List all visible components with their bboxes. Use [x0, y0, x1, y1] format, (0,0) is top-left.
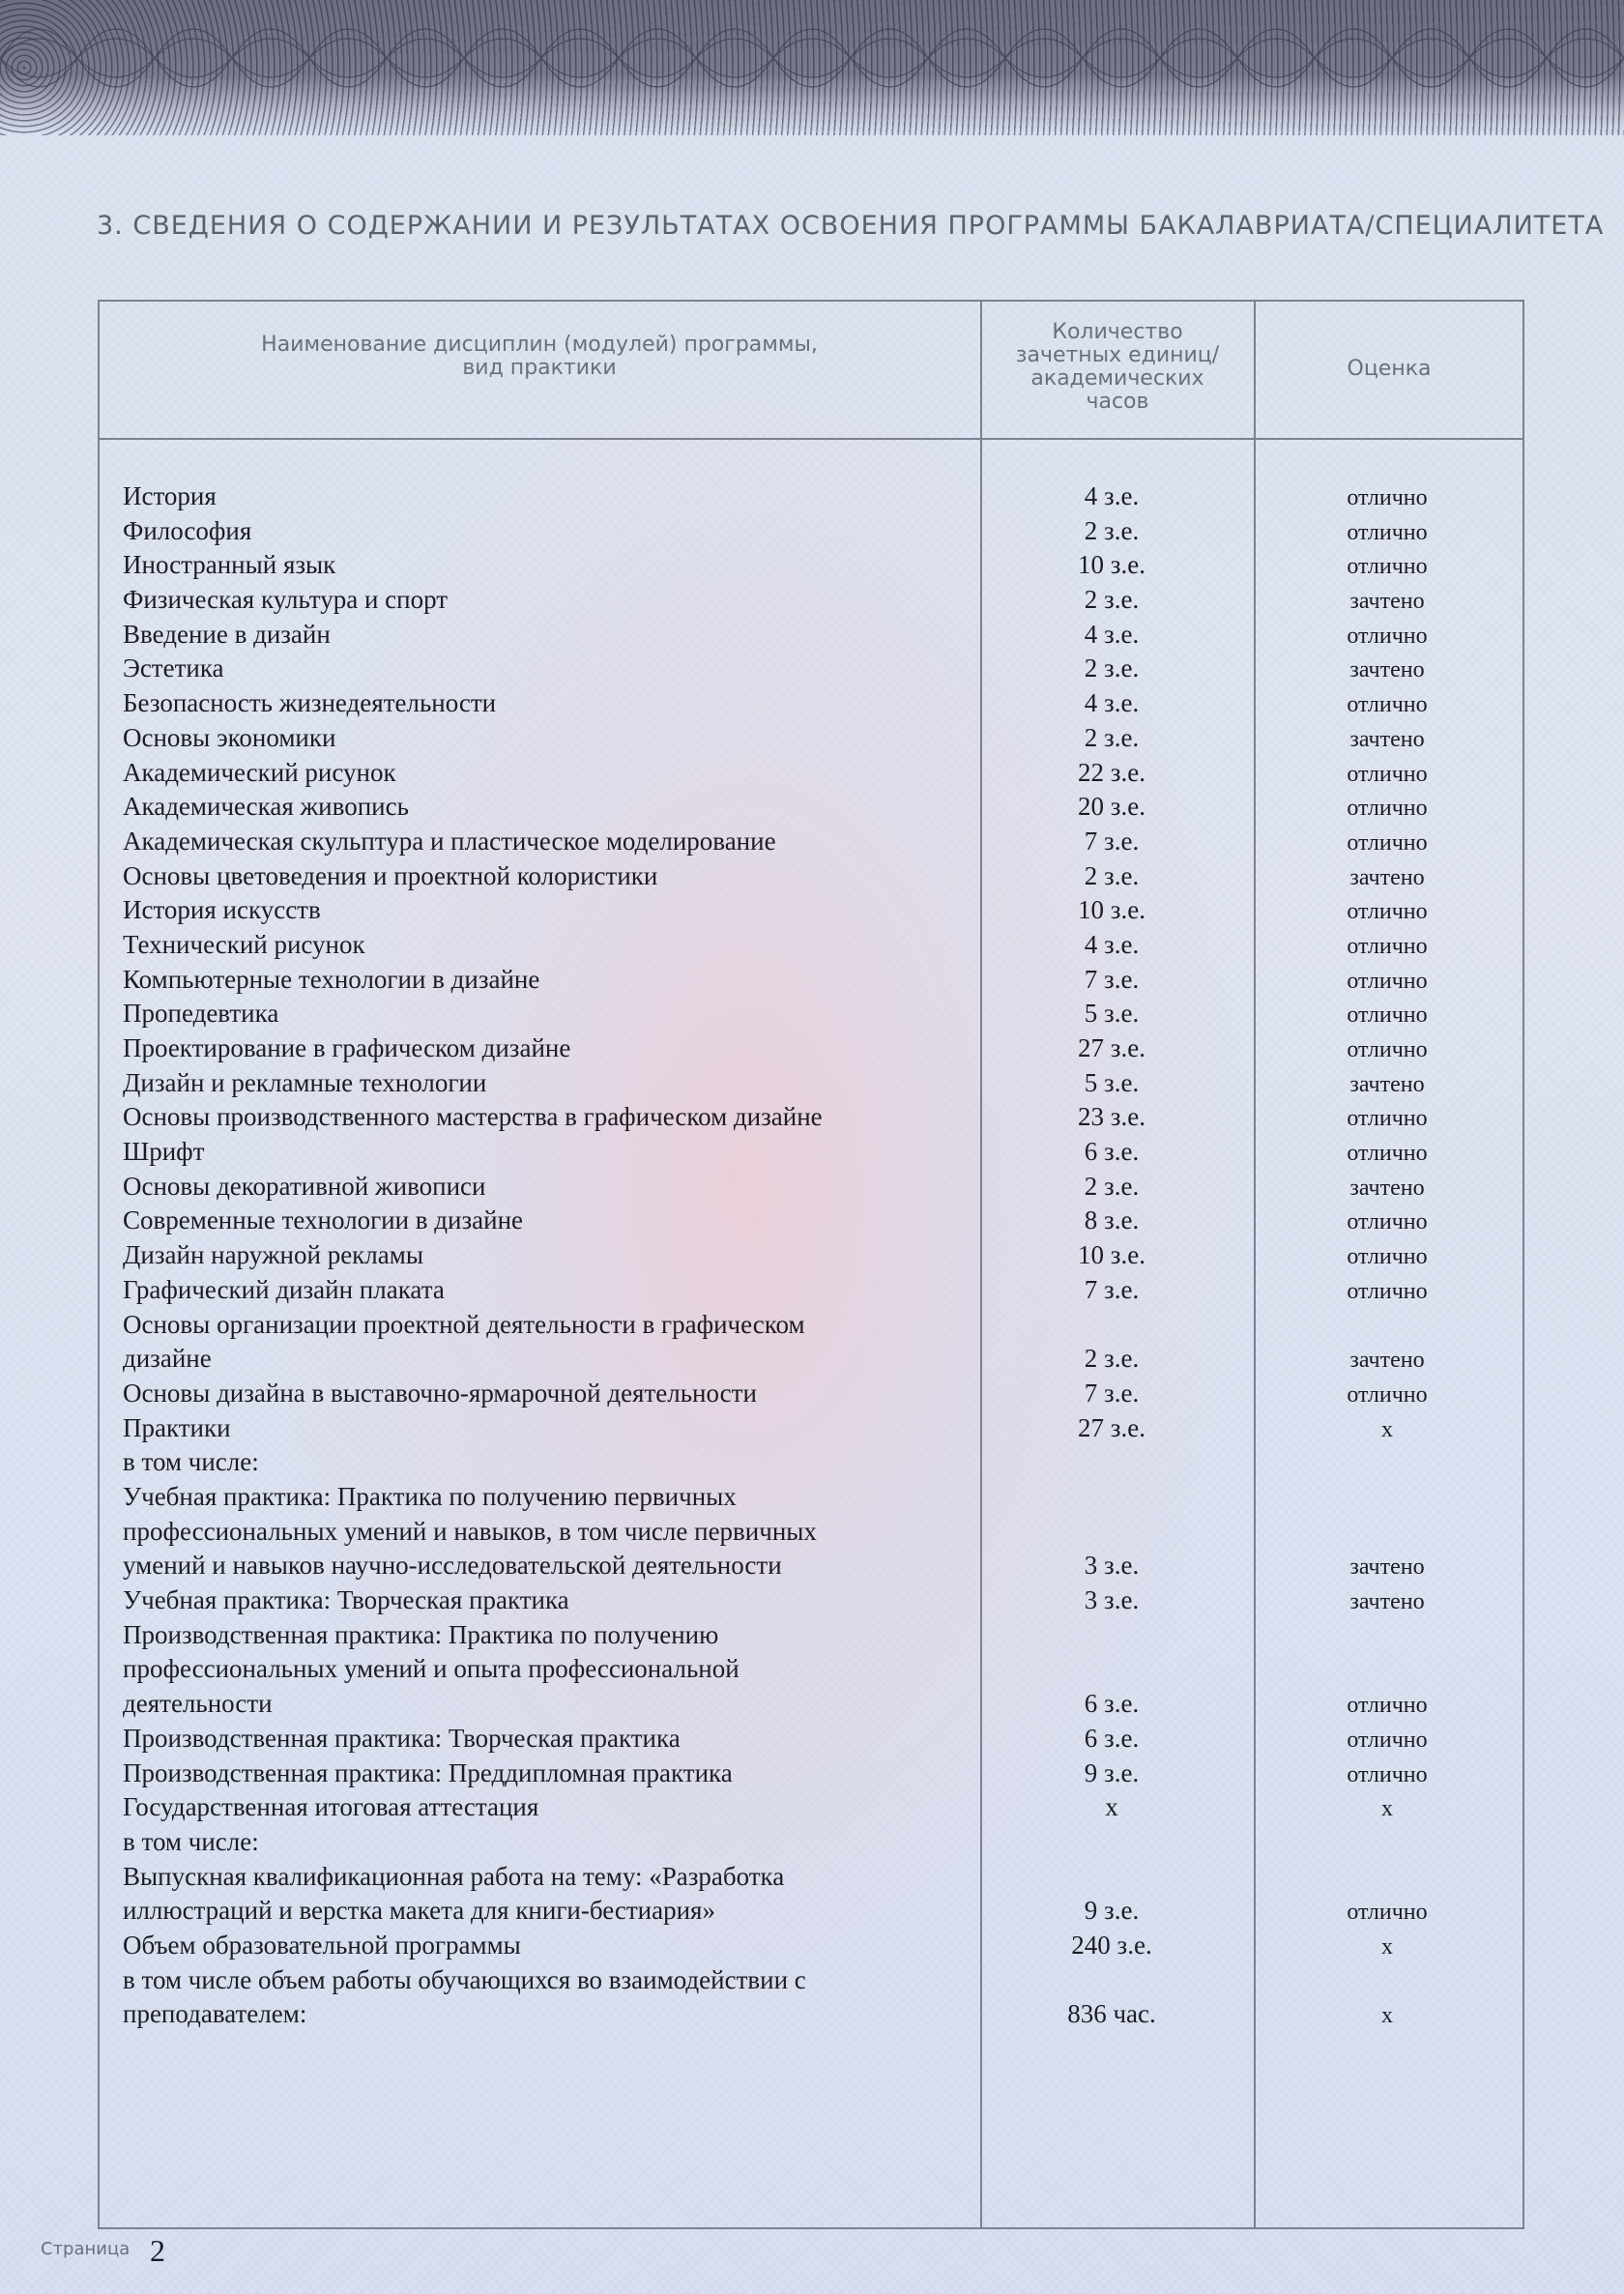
credits-value: 27 з.е. [1078, 1033, 1146, 1062]
table-row [0, 583, 1624, 618]
discipline-name-line: в том числе объем работы обучающихся во взаимодействии с [123, 1964, 806, 1994]
discipline-name-line: умений и навыков научно-исследовательской деятельности [123, 1551, 782, 1581]
table-row [0, 721, 1624, 756]
discipline-name [123, 928, 954, 963]
table-row [0, 686, 1624, 721]
table-row [0, 1377, 1624, 1411]
grade-value: отлично [1347, 829, 1428, 856]
table-row [0, 1273, 1624, 1308]
grade-value: x [1381, 2003, 1393, 2029]
header-line: часов [1086, 390, 1149, 414]
discipline-name [123, 479, 954, 514]
grade-value: зачтено [1349, 1589, 1425, 1615]
discipline-name-line: Графический дизайн плаката [123, 1274, 445, 1304]
grade-value: отлично [1347, 1727, 1428, 1753]
discipline-name [123, 893, 954, 928]
table-body [0, 479, 1624, 2032]
discipline-name-line: Эстетика [123, 653, 224, 683]
discipline-name-line: Основы экономики [123, 722, 336, 752]
header-line: Количество [1052, 320, 1183, 344]
grade-value: зачтено [1349, 1175, 1425, 1201]
table-row [0, 859, 1624, 894]
header-line: Наименование дисциплин (модулей) программы, [261, 333, 818, 357]
discipline-name-line: Основы организации проектной деятельности в графическом [123, 1309, 805, 1339]
grade-value: отлично [1347, 933, 1428, 959]
grade-value: отлично [1347, 899, 1428, 925]
discipline-name-line: Академическая скульптура и пластическое моделирование [123, 826, 776, 856]
discipline-name-line: Производственная практика: Преддипломная практика [123, 1757, 733, 1787]
table-row [0, 1031, 1624, 1066]
table-row [0, 928, 1624, 963]
table-row [0, 1411, 1624, 1446]
grade-value: отлично [1347, 692, 1428, 718]
credits-value: 7 з.е. [1084, 1378, 1140, 1408]
credits-value: 20 з.е. [1078, 792, 1146, 822]
grade-value: зачтено [1349, 726, 1425, 752]
table-row [0, 893, 1624, 928]
discipline-name [123, 1963, 954, 2032]
grade-value: отлично [1347, 1209, 1428, 1235]
discipline-name-line: Выпускная квалификационная работа на тему: «Разработка [123, 1861, 785, 1891]
table-row [0, 1618, 1624, 1722]
credits-value: 5 з.е. [1084, 1067, 1140, 1097]
credits-value: 7 з.е. [1084, 1274, 1140, 1304]
discipline-name-line: Технический рисунок [123, 929, 365, 959]
table-row [0, 963, 1624, 998]
table-row [0, 1963, 1624, 2032]
grade-value: зачтено [1349, 1071, 1425, 1097]
grade-value: отлично [1347, 1761, 1428, 1787]
credits-value: 2 з.е. [1084, 515, 1140, 545]
credits-value: 2 з.е. [1084, 1171, 1140, 1201]
discipline-name [123, 1583, 954, 1618]
table-row [0, 825, 1624, 859]
credits-value: 6 з.е. [1084, 1723, 1140, 1753]
grade-value: отлично [1347, 623, 1428, 649]
table-row [0, 1135, 1624, 1170]
discipline-name [123, 859, 954, 894]
page-number: 2 [150, 2233, 165, 2268]
credits-value: 8 з.е. [1084, 1205, 1140, 1235]
grade-value: отлично [1347, 1106, 1428, 1132]
security-pattern-band [0, 0, 1624, 135]
grade-value: зачтено [1349, 589, 1425, 615]
discipline-name [123, 721, 954, 756]
discipline-name-line: Производственная практика: Творческая практика [123, 1723, 681, 1753]
discipline-name [123, 1929, 954, 1963]
discipline-name-line: Практики [123, 1412, 231, 1442]
discipline-name-line: Пропедевтика [123, 999, 279, 1029]
credits-value: x [1105, 1792, 1118, 1822]
header-credits [982, 321, 1253, 414]
discipline-name-line: профессиональных умений и навыков, в том числе первичных [123, 1516, 817, 1546]
grade-value: зачтено [1349, 657, 1425, 683]
discipline-name-line: дизайне [123, 1344, 212, 1374]
grade-value: отлично [1347, 485, 1428, 510]
credits-value: 6 з.е. [1084, 1137, 1140, 1167]
credits-value: 10 з.е. [1078, 895, 1146, 925]
discipline-name [123, 1790, 954, 1825]
grade-value: отлично [1347, 761, 1428, 787]
grade-value: отлично [1347, 1244, 1428, 1270]
discipline-name [123, 1308, 954, 1377]
credits-value: 7 з.е. [1084, 964, 1140, 994]
grade-value: отлично [1347, 968, 1428, 994]
table-row [0, 1722, 1624, 1757]
grade-value: отлично [1347, 1002, 1428, 1029]
discipline-name-line: Современные технологии в дизайне [123, 1205, 524, 1235]
header-line: вид практики [462, 356, 617, 380]
table-row [0, 1583, 1624, 1618]
table-row [0, 1238, 1624, 1273]
discipline-name [123, 1445, 954, 1480]
grade-value: отлично [1347, 796, 1428, 822]
discipline-name [123, 618, 954, 653]
discipline-name [123, 1377, 954, 1411]
discipline-name [123, 963, 954, 998]
discipline-name-line: Проектирование в графическом дизайне [123, 1033, 571, 1062]
discipline-name [123, 1860, 954, 1929]
discipline-name [123, 790, 954, 825]
credits-value: 2 з.е. [1084, 585, 1140, 615]
credits-value: 23 з.е. [1078, 1102, 1146, 1132]
discipline-name-line: Основы декоративной живописи [123, 1171, 486, 1201]
discipline-name [123, 997, 954, 1031]
table-row [0, 1860, 1624, 1929]
discipline-name [123, 686, 954, 721]
grade-value: отлично [1347, 1693, 1428, 1719]
grade-value: зачтено [1349, 1554, 1425, 1581]
discipline-name-line: профессиональных умений и опыта профессиональной [123, 1654, 740, 1684]
discipline-name [123, 1100, 954, 1135]
table-row [0, 548, 1624, 583]
grade-value: отлично [1347, 554, 1428, 580]
credits-value: 4 з.е. [1084, 688, 1140, 718]
header-divider [98, 438, 1524, 440]
credits-value: 3 з.е. [1084, 1585, 1140, 1615]
section-title: 3. СВЕДЕНИЯ О СОДЕРЖАНИИ И РЕЗУЛЬТАТАХ ОСВОЕНИЯ ПРОГРАММЫ БАКАЛАВРИАТА/СПЕЦИАЛИТЕТА [97, 211, 1605, 241]
grade-value: зачтено [1349, 1348, 1425, 1374]
grade-value: зачтено [1349, 864, 1425, 890]
discipline-name-line: Физическая культура и спорт [123, 585, 449, 615]
discipline-name-line: Основы производственного мастерства в графическом дизайне [123, 1102, 823, 1132]
discipline-name [123, 1170, 954, 1205]
discipline-name-line: деятельности [123, 1689, 273, 1719]
credits-value: 2 з.е. [1084, 860, 1140, 890]
grade-value: отлично [1347, 1037, 1428, 1062]
discipline-name [123, 1066, 954, 1101]
table-row [0, 1170, 1624, 1205]
grade-value: отлично [1347, 1900, 1428, 1926]
table-row [0, 1480, 1624, 1583]
table-row [0, 479, 1624, 514]
discipline-name-line: Компьютерные технологии в дизайне [123, 964, 540, 994]
grade-value: x [1381, 1416, 1393, 1442]
table-row [0, 1929, 1624, 1963]
table-row [0, 756, 1624, 791]
discipline-name [123, 1722, 954, 1757]
discipline-name [123, 583, 954, 618]
credits-value: 3 з.е. [1084, 1551, 1140, 1581]
discipline-name-line: Учебная практика: Практика по получению первичных [123, 1481, 737, 1511]
credits-value: 240 з.е. [1071, 1930, 1152, 1960]
discipline-name-line: Дизайн и рекламные технологии [123, 1067, 487, 1097]
discipline-name [123, 1273, 954, 1308]
discipline-name [123, 1411, 954, 1446]
table-row [0, 1445, 1624, 1480]
grade-value: отлично [1347, 519, 1428, 545]
credits-value: 5 з.е. [1084, 999, 1140, 1029]
discipline-name [123, 756, 954, 791]
discipline-name-line: Введение в дизайн [123, 619, 331, 649]
discipline-name-line: иллюстраций и верстка макета для книги-бестиария» [123, 1896, 715, 1926]
grade-value: отлично [1347, 1278, 1428, 1304]
guilloche-ornament [0, 0, 1624, 116]
table-row [0, 1790, 1624, 1825]
credits-value: 9 з.е. [1084, 1757, 1140, 1787]
credits-value: 10 з.е. [1078, 1240, 1146, 1270]
discipline-name-line: в том числе: [123, 1447, 259, 1477]
credits-value: 9 з.е. [1084, 1896, 1140, 1926]
header-discipline-name [100, 334, 979, 380]
discipline-name [123, 1618, 954, 1722]
discipline-name [123, 1135, 954, 1170]
grade-value: отлично [1347, 1141, 1428, 1167]
discipline-name-line: Производственная практика: Практика по получению [123, 1619, 719, 1649]
table-row [0, 997, 1624, 1031]
discipline-name [123, 1238, 954, 1273]
discipline-name-line: Академический рисунок [123, 757, 396, 787]
discipline-name-line: Безопасность жизнедеятельности [123, 688, 497, 718]
discipline-name-line: Основы цветоведения и проектной колористики [123, 860, 658, 890]
credits-value: 27 з.е. [1078, 1412, 1146, 1442]
header-line: академических [1030, 366, 1204, 391]
discipline-name-line: в том числе: [123, 1826, 259, 1856]
page-label: Страница [41, 2239, 130, 2259]
discipline-name-line: Основы дизайна в выставочно-ярмарочной деятельности [123, 1378, 757, 1408]
table-row [0, 1757, 1624, 1791]
credits-value: 2 з.е. [1084, 1344, 1140, 1374]
discipline-name [123, 1757, 954, 1791]
discipline-name [123, 1480, 954, 1583]
discipline-name-line: Государственная итоговая аттестация [123, 1792, 539, 1822]
discipline-name [123, 825, 954, 859]
discipline-name-line: Дизайн наружной рекламы [123, 1240, 423, 1270]
discipline-name-line: Объем образовательной программы [123, 1930, 521, 1960]
table-row [0, 1825, 1624, 1860]
table-row [0, 514, 1624, 549]
credits-value: 4 з.е. [1084, 619, 1140, 649]
discipline-name [123, 1825, 954, 1860]
credits-value: 836 час. [1067, 1999, 1156, 2029]
discipline-name-line: Шрифт [123, 1137, 205, 1167]
table-row [0, 618, 1624, 653]
table-row [0, 1100, 1624, 1135]
credits-value: 10 з.е. [1078, 550, 1146, 580]
credits-value: 2 з.е. [1084, 722, 1140, 752]
discipline-name-line: История [123, 481, 217, 510]
discipline-name [123, 548, 954, 583]
discipline-name-line: Учебная практика: Творческая практика [123, 1585, 569, 1615]
credits-value: 7 з.е. [1084, 826, 1140, 856]
table-row [0, 1066, 1624, 1101]
table-row [0, 1204, 1624, 1238]
credits-value: 6 з.е. [1084, 1689, 1140, 1719]
table-row [0, 652, 1624, 686]
discipline-name-line: Иностранный язык [123, 550, 336, 580]
discipline-name-line: преподавателем: [123, 1999, 307, 2029]
discipline-name-line: Философия [123, 515, 252, 545]
discipline-name [123, 652, 954, 686]
discipline-name-line: История искусств [123, 895, 321, 925]
credits-value: 22 з.е. [1078, 757, 1146, 787]
discipline-name [123, 1031, 954, 1066]
credits-value: 4 з.е. [1084, 929, 1140, 959]
grade-value: x [1381, 1796, 1393, 1822]
table-row [0, 1308, 1624, 1377]
discipline-name-line: Академическая живопись [123, 792, 409, 822]
credits-value: 2 з.е. [1084, 653, 1140, 683]
grade-value: x [1381, 1933, 1393, 1960]
credits-value: 4 з.е. [1084, 481, 1140, 510]
grade-value: отлично [1347, 1381, 1428, 1408]
header-line: зачетных единиц/ [1015, 343, 1220, 367]
header-grade: Оценка [1347, 357, 1432, 381]
discipline-name [123, 514, 954, 549]
discipline-name [123, 1204, 954, 1238]
table-row [0, 790, 1624, 825]
